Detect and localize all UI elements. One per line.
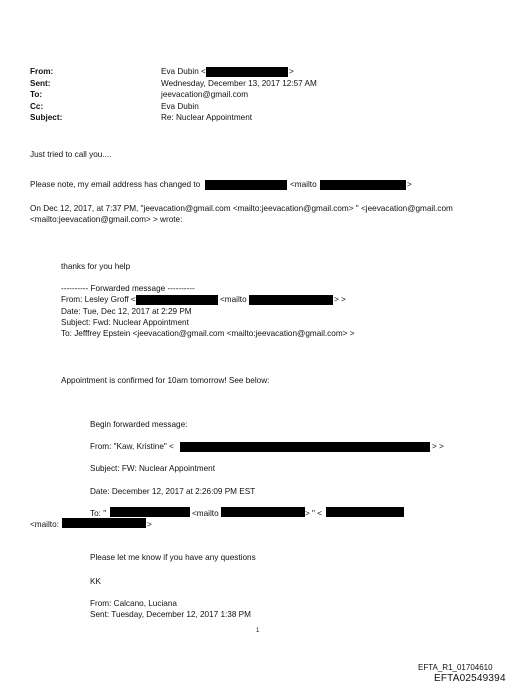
redaction-block [206,67,288,77]
inner-to-mailto: <mailto [192,509,219,518]
body-line-email-changed: Please note, my email address has changed to [30,180,201,189]
from-name: Eva Dubin < [161,67,206,76]
mailto-text: <mailto [290,180,317,189]
quote-line-2: <mailto:jeevacation@gmail.com> > wrote: [30,215,183,224]
fwd-date: Date: Tue, Dec 12, 2017 at 2:29 PM [61,307,192,316]
fwd-subject: Subject: Fwd: Nuclear Appointment [61,318,189,327]
redaction-block [249,295,333,305]
fwd-mailto-text: <mailto [220,295,247,304]
confirm-line: Appointment is confirmed for 10am tomorrow! See below: [61,376,270,385]
inner-from-text: From: "Kaw, Kristine" < [90,442,174,451]
sent-label: Sent: [30,79,51,88]
cc-label: Cc: [30,102,44,111]
from-label: From: [30,67,54,76]
fwd-from-text: From: Lesley Groff < [61,295,136,304]
inner-to-sep: > " < [305,509,323,518]
redaction-block [180,442,430,452]
subject-label: Subject: [30,113,63,122]
inner-mailto-text: <mailto: [30,520,59,529]
from-close: > [289,67,294,76]
inner-subject: Subject: FW: Nuclear Appointment [90,464,215,473]
cc-value: Eva Dubin [161,102,199,111]
sent-value: Wednesday, December 13, 2017 12:57 AM [161,79,317,88]
forwarded-header: ---------- Forwarded message ---------- [61,284,195,293]
mailto-close: > [407,180,412,189]
to-value: jeevacation@gmail.com [161,90,249,99]
inner-mailto-close: > [147,520,152,529]
kk-signoff: KK [90,577,101,586]
inner-to-text: To: " [90,509,107,518]
quote-line-1: On Dec 12, 2017, at 7:37 PM, "jeevacation@gmail.com <mailto:jeevacation@gmail.com> " <jeevacation@gmail.com [30,204,453,213]
calcano-sent: Sent: Tuesday, December 12, 2017 1:38 PM [90,610,251,619]
subject-value: Re: Nuclear Appointment [161,113,253,122]
redaction-block [221,507,305,517]
redaction-block [205,180,287,190]
body-line-called: Just tried to call you.... [30,150,112,159]
redaction-block [320,180,406,190]
to-label: To: [30,90,43,99]
fwd-mailto-close: > > [334,295,346,304]
redaction-block [326,507,404,517]
page-number: 1 [256,628,260,634]
redaction-block [136,295,218,305]
efta-reference-1: EFTA_R1_01704610 [418,663,493,672]
begin-forwarded: Begin forwarded message: [90,420,188,429]
thanks-line: thanks for you help [61,262,131,271]
inner-from-close: > > [432,442,444,451]
inner-date: Date: December 12, 2017 at 2:26:09 PM EST [90,487,256,496]
redaction-block [110,507,190,517]
questions-line: Please let me know if you have any questions [90,553,256,562]
redaction-block [62,518,146,528]
fwd-to: To: Jefffrey Epstein <jeevacation@gmail.com <mailto:jeevacation@gmail.com> > [61,329,355,338]
efta-reference-2: EFTA02549394 [434,673,506,684]
calcano-from: From: Calcano, Luciana [90,599,177,608]
